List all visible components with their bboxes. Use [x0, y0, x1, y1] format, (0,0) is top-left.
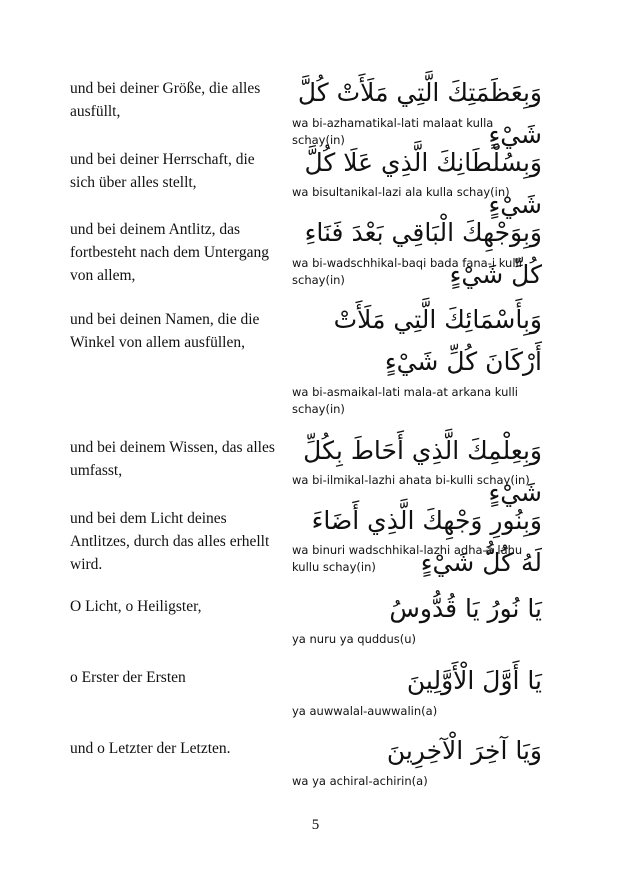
arabic-text: وَبِسُلْطَانِكَ الَّذِي عَلَا كُلَّ شَيْءٍ [304, 148, 542, 219]
german-translation: und bei deinem Wissen, das alles umfasst, [70, 439, 275, 479]
transliteration: wa bi-asmaikal-lati mala-at arkana kulli schay(in) [292, 385, 518, 416]
arabic-text: وَبِعِلْمِكَ الَّذِي أَحَاطَ بِكُلِّ شَيْءٍ [303, 436, 542, 507]
german-translation: o Erster der Ersten [70, 669, 186, 686]
page-number: 5 [311, 817, 320, 833]
german-translation: und bei dem Licht deines Antlitzes, durch das alles erhellt wird. [70, 510, 270, 573]
transliteration: ya auwwalal-auwwalin(a) [292, 704, 438, 718]
arabic-text: وَبِوَجْهِكَ الْبَاقِي بَعْدَ فَنَاءِ كُلِّ شَيْءٍ [304, 218, 542, 289]
german-translation: und o Letzter der Letzten. [70, 740, 231, 757]
german-translation: und bei deiner Größe, die alles ausfüllt, [70, 80, 261, 120]
transliteration: ya nuru ya quddus(u) [292, 632, 416, 646]
transliteration: wa bisultanikal-lazi ala kulla schay(in) [292, 185, 510, 199]
transliteration: wa bi-wadschhikal-baqi bada fana-i kulli schay(in) [292, 256, 522, 287]
transliteration: wa bi-ilmikal-lazhi ahata bi-kulli schay(in) [292, 473, 530, 487]
arabic-text: وَبِنُورِ وَجْهِكَ الَّذِي أَضَاءَ لَهُ كُلُّ شَيْءٍ [311, 506, 542, 577]
arabic-text: يَا نُورُ يَا قُدُّوسُ [389, 594, 542, 623]
arabic-text: يَا أَوَّلَ الْأَوَّلِينَ [406, 666, 542, 695]
arabic-text: وَبِأَسْمَائِكَ الَّتِي مَلَأَتْ أَرْكَانَ كُلِّ شَيْءٍ [333, 305, 542, 376]
german-translation: und bei deinen Namen, die die Winkel von allem ausfüllen, [70, 311, 260, 351]
arabic-text: وَبِعَظَمَتِكَ الَّتِي مَلَأَتْ كُلَّ شَيْءٍ [297, 78, 542, 149]
german-translation: und bei deinem Antlitz, das fortbesteht nach dem Untergang von allem, [70, 221, 269, 284]
transliteration: wa ya achiral-achirin(a) [292, 774, 428, 788]
transliteration: wa binuri wadschhikal-lazhi adha-a lahu kullu schay(in) [292, 543, 523, 574]
arabic-text: وَيَا آخِرَ الْآخِرِينَ [386, 736, 542, 765]
german-translation: und bei deiner Herrschaft, die sich über alles stellt, [70, 151, 255, 191]
german-translation: O Licht, o Heiligster, [70, 598, 202, 615]
transliteration: wa bi-azhamatikal-lati malaat kulla schay(in) [292, 116, 494, 147]
